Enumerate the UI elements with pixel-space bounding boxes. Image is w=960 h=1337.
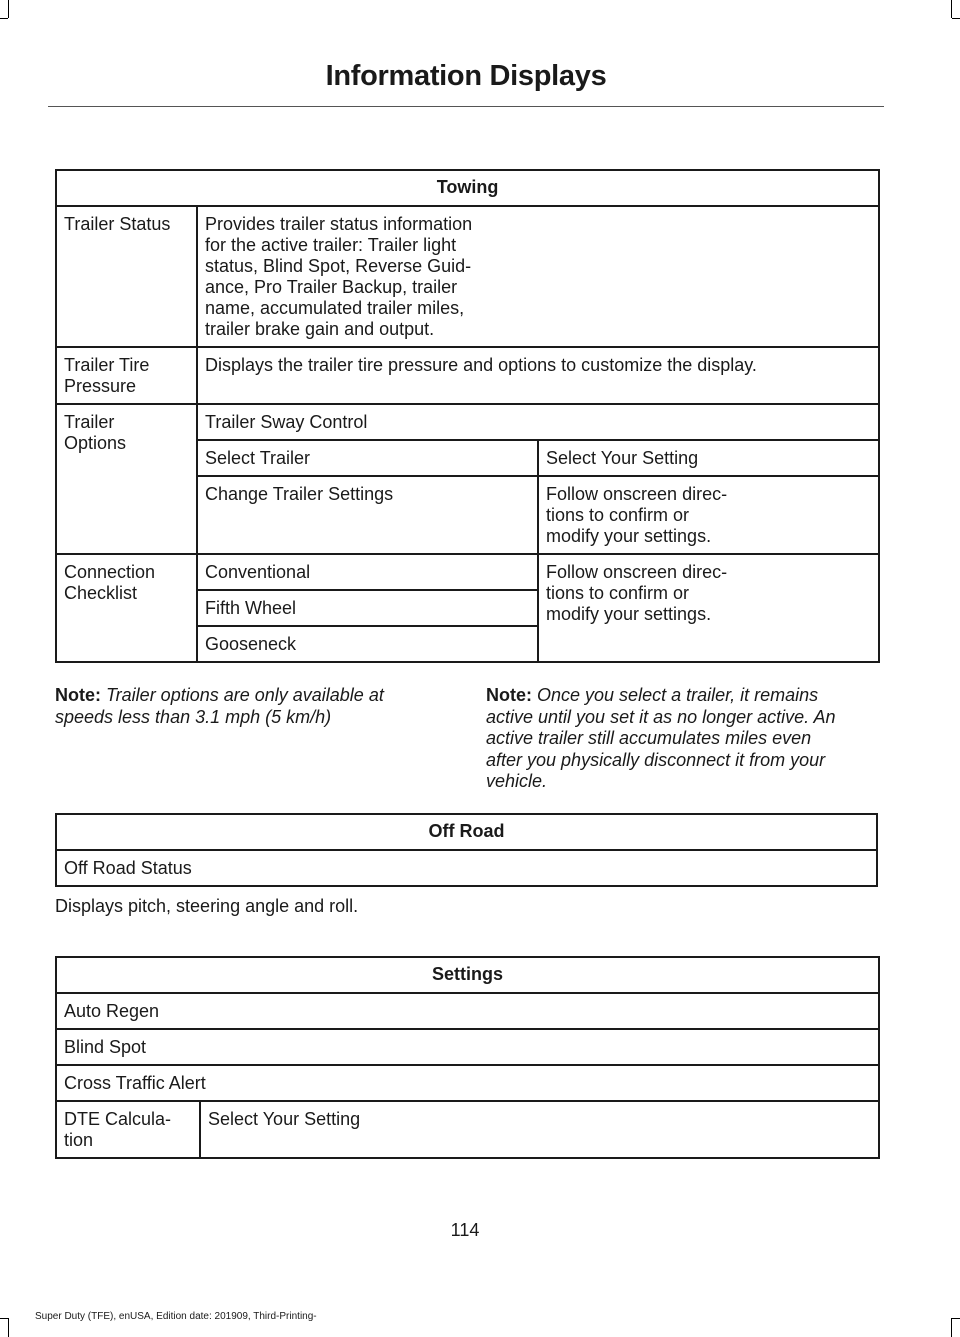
trailer-tire-pressure-description: Displays the trailer tire pressure and options to customize the display. xyxy=(197,347,879,404)
select-trailer-setting: Select Your Setting xyxy=(538,440,879,476)
text-line: status, Blind Spot, Reverse Guid- xyxy=(205,256,472,276)
settings-table xyxy=(55,956,880,1159)
text-line: speeds less than 3.1 mph (5 km/h) xyxy=(55,706,332,727)
table-row xyxy=(56,206,879,347)
text-line: Follow onscreen direc- xyxy=(546,484,728,504)
table-header-row xyxy=(56,814,877,850)
setting-dte-calculation-value: Select Your Setting xyxy=(200,1101,879,1158)
change-trailer-settings-instruction xyxy=(538,476,879,554)
text-line: Pressure xyxy=(64,376,137,396)
trailer-sway-control: Trailer Sway Control xyxy=(197,404,879,440)
settings-table-title: Settings xyxy=(56,957,879,993)
setting-blind-spot: Blind Spot xyxy=(56,1029,879,1065)
text-line: modify your settings. xyxy=(546,604,712,624)
towing-table xyxy=(55,169,880,663)
text-line xyxy=(55,685,455,707)
text-line: Connection xyxy=(64,562,156,582)
text-line: Provides trailer status information xyxy=(205,214,473,234)
table-row xyxy=(56,993,879,1029)
trailer-tire-pressure-label xyxy=(56,347,197,404)
off-road-table xyxy=(55,813,878,887)
text-line: tion xyxy=(64,1130,94,1150)
page-title: Information Displays xyxy=(325,60,607,92)
checklist-item-fifth-wheel: Fifth Wheel xyxy=(197,590,538,626)
text-line: tions to confirm or xyxy=(546,505,690,525)
crop-mark xyxy=(8,0,9,18)
table-row xyxy=(56,404,879,440)
text-line: trailer brake gain and output. xyxy=(205,319,435,339)
towing-table-title: Towing xyxy=(56,170,879,206)
connection-checklist-instruction xyxy=(538,554,879,662)
setting-auto-regen: Auto Regen xyxy=(56,993,879,1029)
checklist-item-gooseneck: Gooseneck xyxy=(197,626,538,662)
crop-mark xyxy=(0,18,8,19)
crop-mark xyxy=(952,18,960,19)
text-line: Follow onscreen direc- xyxy=(546,562,728,582)
table-row xyxy=(56,554,879,590)
trailer-status-description xyxy=(197,206,879,347)
text-line xyxy=(486,685,886,707)
text-line: Trailer Tire xyxy=(64,355,150,375)
page-number: 114 xyxy=(450,1220,480,1240)
crop-mark xyxy=(951,0,952,18)
note-label: Note: xyxy=(486,685,532,705)
setting-dte-calculation-label xyxy=(56,1101,200,1158)
text-line: after you physically disconnect it from your xyxy=(486,749,826,770)
crop-mark xyxy=(0,1318,8,1319)
table-header-row xyxy=(56,957,879,993)
off-road-description: Displays pitch, steering angle and roll. xyxy=(55,896,359,916)
text-line: Trailer xyxy=(64,412,115,432)
note-text: Once you select a trailer, it remains xyxy=(537,685,819,705)
text-line: active trailer still accumulates miles even xyxy=(486,728,812,748)
trailer-options-label xyxy=(56,404,197,554)
table-row xyxy=(56,1065,879,1101)
footer-edition-info: Super Duty (TFE), enUSA, Edition date: 201909, Third-Printing- xyxy=(35,1311,317,1322)
text-line: tions to confirm or xyxy=(546,583,690,603)
text-line: Options xyxy=(64,433,127,453)
crop-mark xyxy=(952,1318,960,1319)
text-line: vehicle. xyxy=(486,771,548,791)
select-trailer-label: Select Trailer xyxy=(197,440,538,476)
table-row xyxy=(56,850,877,886)
off-road-status: Off Road Status xyxy=(56,850,877,886)
table-header-row xyxy=(56,170,879,206)
note-text: Trailer options are only available at xyxy=(106,685,384,705)
setting-cross-traffic-alert: Cross Traffic Alert xyxy=(56,1065,879,1101)
table-row xyxy=(56,347,879,404)
table-row xyxy=(56,1029,879,1065)
crop-mark xyxy=(8,1318,9,1337)
text-line: active until you set it as no longer active. An xyxy=(486,706,836,727)
crop-mark xyxy=(951,1318,952,1337)
connection-checklist-label xyxy=(56,554,197,662)
title-divider xyxy=(48,106,884,107)
table-row xyxy=(56,1101,879,1158)
text-line: name, accumulated trailer miles, xyxy=(205,298,465,318)
text-line: Checklist xyxy=(64,583,138,603)
note-label: Note: xyxy=(55,685,101,705)
off-road-table-title: Off Road xyxy=(56,814,877,850)
trailer-status-label: Trailer Status xyxy=(56,206,197,347)
text-line: for the active trailer: Trailer light xyxy=(205,235,457,255)
text-line: ance, Pro Trailer Backup, trailer xyxy=(205,277,458,297)
note-left xyxy=(55,685,455,728)
text-line: modify your settings. xyxy=(546,526,712,546)
text-line: DTE Calcula- xyxy=(64,1109,172,1129)
change-trailer-settings-label: Change Trailer Settings xyxy=(197,476,538,554)
checklist-item-conventional: Conventional xyxy=(197,554,538,590)
note-right xyxy=(486,685,886,793)
